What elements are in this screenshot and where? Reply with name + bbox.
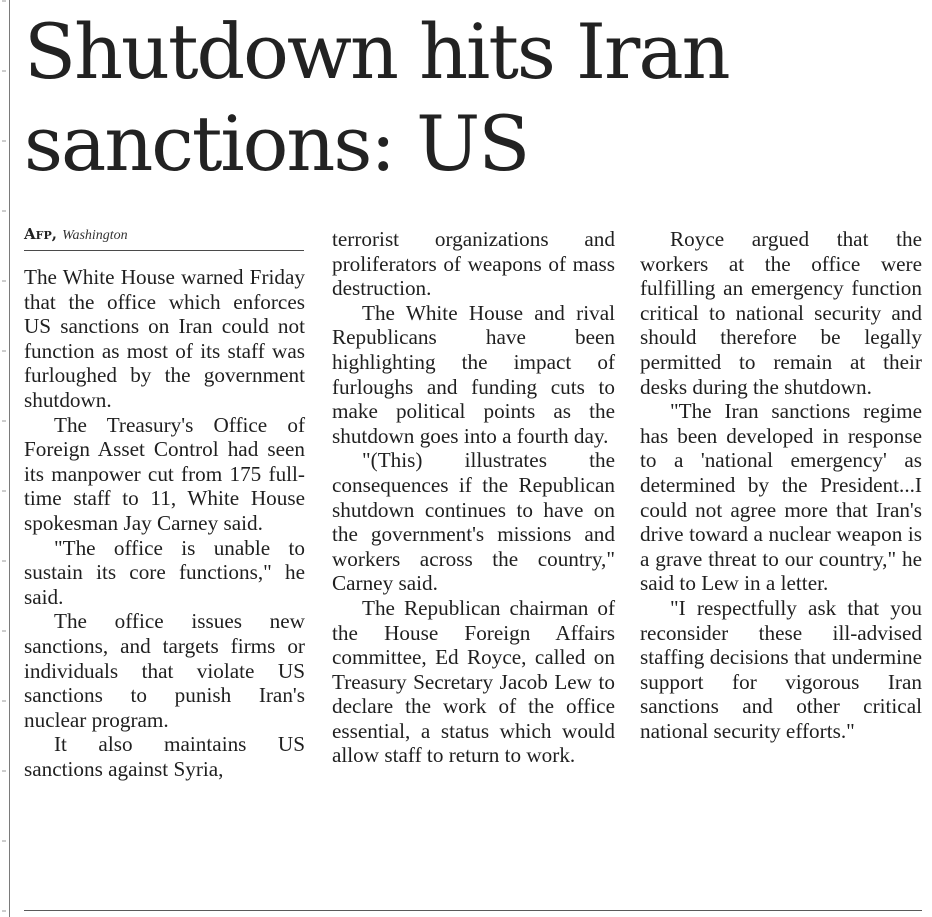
article-column-3 [640,227,922,743]
paragraph: The Treasury's Office of Foreign Asset Control had seen its manpower cut from 175 full-time staff to 11, White House spokesman Jay Carney said. [24,412,305,535]
bottom-rule [24,910,922,911]
page-edge-marks [2,0,6,917]
byline [24,224,304,251]
byline-agency: Afp [24,225,52,243]
paragraph: The office issues new sanctions, and targets firms or individuals that violate US sanctions to punish Iran's nuclear program. [24,609,305,732]
paragraph: terrorist organizations and proliferators of weapons of mass destruction. [332,227,615,301]
headline: Shutdown hits Iran sanctions: US [24,7,729,188]
paragraph: It also maintains US sanctions against Syria, [24,732,305,781]
paragraph: The White House and rival Republicans have been highlighting the impact of furloughs and funding cuts to make political points as the shutdown goes into a fourth day. [332,300,615,448]
article-column-1 [24,265,305,781]
paragraph: The White House warned Friday that the office which enforces US sanctions on Iran could not function as most of its staff was furloughed by the government shutdown. [24,265,305,412]
paragraph: "The Iran sanctions regime has been developed in response to a 'national emergency' as determined by the President...I could not agree more that Iran's drive toward a nuclear weapon is a grave threat to our country," he said to Lew in a letter. [640,399,922,596]
paragraph: The Republican chairman of the House Foreign Affairs committee, Ed Royce, called on Treasury Secretary Jacob Lew to declare the work of the office essential, a status which would allow staff to return to work. [332,595,615,768]
paragraph: "(This) illustrates the consequences if the Republican shutdown continues to have on the government's missions and workers across the country," Carney said. [332,448,615,596]
byline-location: Washington [62,228,128,243]
column-divider-rule [9,0,10,917]
paragraph: "I respectfully ask that you reconsider these ill-advised staffing decisions that undermine support for vigorous Iran sanctions and other critical national security efforts." [640,595,922,743]
paragraph: Royce argued that the workers at the office were fulfilling an emergency function critical to national security and should therefore be legally permitted to remain at their desks during the shutdown. [640,227,922,399]
article-column-2 [332,227,615,768]
byline-separator: , [51,225,57,243]
paragraph: "The office is unable to sustain its core functions," he said. [24,535,305,609]
